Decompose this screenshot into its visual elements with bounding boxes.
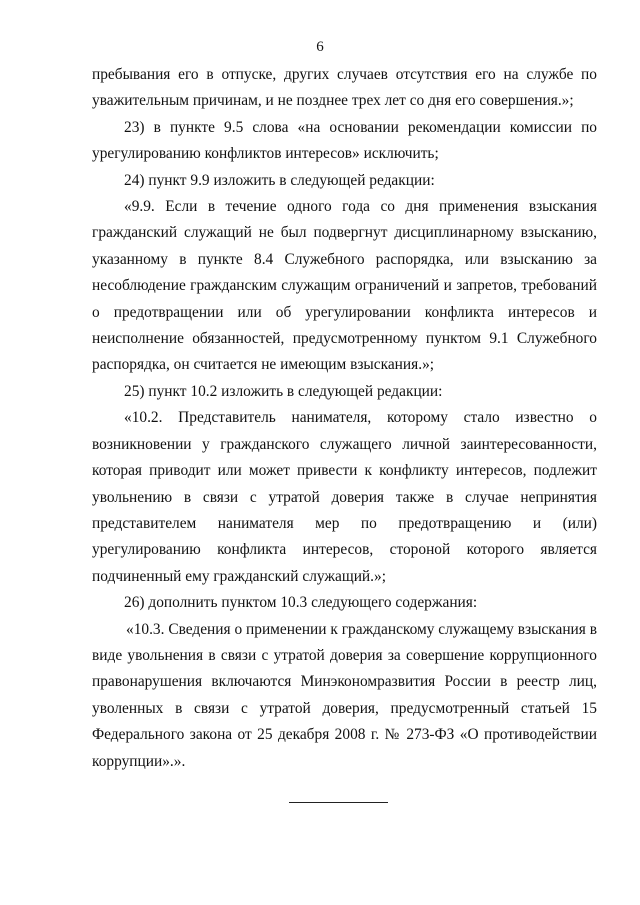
page-number: 6 bbox=[316, 39, 324, 55]
paragraph-item-26: 26) дополнить пунктом 10.3 следующего содержания: bbox=[124, 594, 478, 612]
paragraph-quote-10-2: «10.2. Представитель нанимателя, которому стало известно о возникновении у гражданского служащего личной заинтересованности, которая приводит или может привести к конфликту интересов, подлежит увольнению в связи с утратой доверия также в случае непринятия представителем нанимателя мер по предотвращению и (или) урегулированию конфликта интересов, стороной которого является подчиненный ему гражданский служащий.»; bbox=[92, 409, 597, 585]
paragraph-item-25: 25) пункт 10.2 изложить в следующей редакции: bbox=[124, 382, 443, 400]
document-body bbox=[92, 62, 597, 775]
paragraph-item-23: 23) в пункте 9.5 слова «на основании рекомендации комиссии по урегулированию конфликтов интересов» исключить; bbox=[92, 118, 597, 163]
paragraph-quote-10-3: «10.3. Сведения о применении к гражданскому служащему взыскания в виде увольнения в связи с утратой доверия за совершение коррупционного правонарушения включаются Минэкономразвития России в реестр лиц, уволенных в связи с утратой доверия, предусмотренный статьей 15 Федерального закона от 25 декабря 2008 г. № 273-ФЗ «О противодействии коррупции».». bbox=[92, 620, 597, 770]
paragraph-continuation: пребывания его в отпуске, других случаев отсутствия его на службе по уважительным причинам, и не позднее трех лет со дня его совершения.»; bbox=[92, 66, 597, 110]
paragraph-quote-9-9: «9.9. Если в течение одного года со дня применения взыскания гражданский служащий не был подвергнут дисциплинарному взысканию, указанному в пункте 8.4 Служебного распорядка, или взысканию за несоблюдение гражданским служащим ограничений и запретов, требований о предотвращении или об урегулировании конфликта интересов и неисполнение обязанностей, предусмотренному пунктом 9.1 Служебного распорядка, он считается не имеющим взыскания.»; bbox=[92, 198, 597, 374]
end-separator-line bbox=[289, 802, 388, 803]
paragraph-item-24: 24) пункт 9.9 изложить в следующей редакции: bbox=[124, 171, 435, 189]
